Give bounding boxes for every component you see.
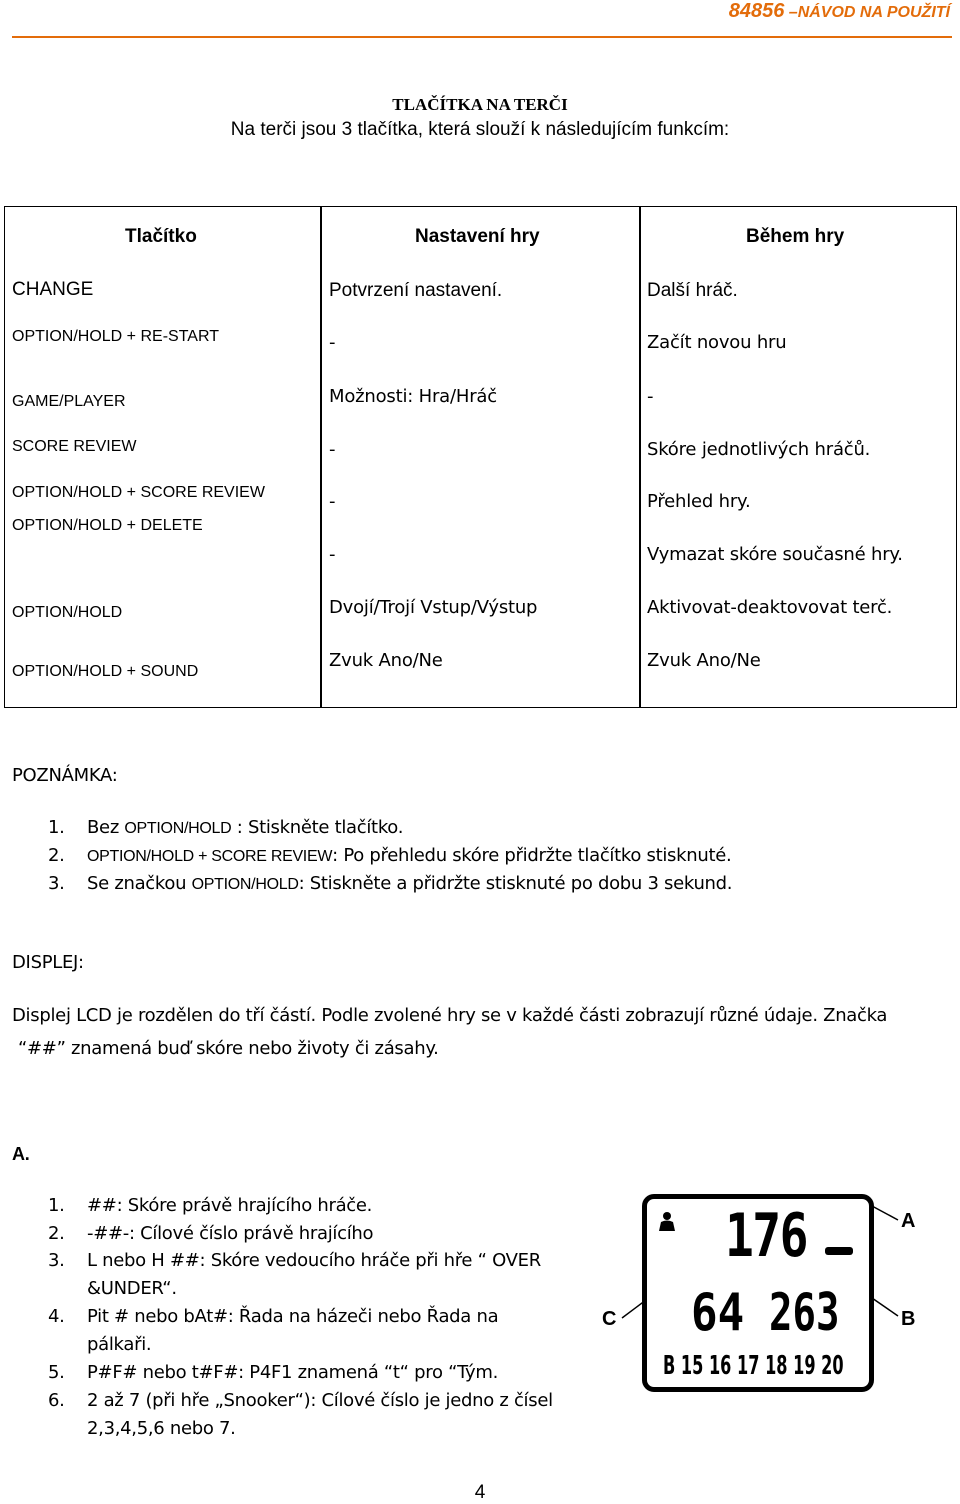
table-cell: GAME/PLAYER bbox=[12, 393, 126, 410]
header-divider bbox=[12, 36, 952, 38]
table-cell: OPTION/HOLD + SCORE REVIEW bbox=[12, 484, 265, 501]
table-header-during: Během hry bbox=[746, 226, 845, 247]
list-number: 4. bbox=[48, 1306, 65, 1327]
note-number: 3. bbox=[48, 873, 65, 894]
page-number: 4 bbox=[474, 1482, 486, 1503]
list-item: 2,3,4,5,6 nebo 7. bbox=[87, 1418, 236, 1439]
list-number: 6. bbox=[48, 1390, 65, 1411]
list-item: Pit # nebo bAt#: Řada na házeči nebo Řada na bbox=[87, 1306, 499, 1327]
note-number: 1. bbox=[48, 817, 65, 838]
list-item: -##-: Cílové číslo právě hrajícího bbox=[87, 1223, 374, 1244]
display-paragraph: “##” znamená buď skóre nebo životy či zásahy. bbox=[18, 1038, 439, 1059]
note-item bbox=[48, 845, 65, 866]
table-cell: Potvrzení nastavení. bbox=[329, 280, 503, 301]
note-item bbox=[48, 873, 65, 894]
person-icon bbox=[657, 1211, 677, 1233]
table-cell: Začít novou hru bbox=[647, 332, 787, 353]
doc-title: –NÁVOD NA POUŽITÍ bbox=[788, 4, 950, 21]
note-item-text: OPTION/HOLD + SCORE REVIEW: Po přehledu skóre přidržte tlačítko stisknuté. bbox=[87, 845, 732, 866]
list-item: P#F# nebo t#F#: P4F1 znamená “t“ pro “Tým. bbox=[87, 1362, 499, 1383]
table-cell: Vymazat skóre současné hry. bbox=[647, 544, 903, 565]
lcd-number: 17 bbox=[737, 1351, 760, 1381]
section-a-title: A. bbox=[12, 1144, 30, 1164]
table-header-button: Tlačítko bbox=[125, 226, 197, 247]
note-item-text: Bez OPTION/HOLD : Stiskněte tlačítko. bbox=[87, 817, 404, 838]
document-header bbox=[729, 0, 950, 23]
list-item: 2 až 7 (při hře „Snooker“): Cílové číslo je jedno z čísel bbox=[87, 1390, 553, 1411]
table-cell: - bbox=[329, 332, 336, 353]
table-cell: Přehled hry. bbox=[647, 491, 751, 512]
note-item bbox=[48, 817, 65, 838]
lcd-number: 19 bbox=[793, 1351, 816, 1381]
table-cell: Možnosti: Hra/Hráč bbox=[329, 386, 497, 407]
list-item: &UNDER“. bbox=[87, 1278, 177, 1299]
list-number: 1. bbox=[48, 1195, 65, 1216]
table-cell: Zvuk Ano/Ne bbox=[329, 650, 443, 671]
lcd-bottom-row bbox=[663, 1349, 844, 1383]
lcd-label-b: B bbox=[901, 1308, 916, 1330]
list-item: ##: Skóre právě hrajícího hráče. bbox=[87, 1195, 373, 1216]
section-title: TLAČÍTKA NA TERČI bbox=[392, 95, 568, 114]
lcd-label-c: C bbox=[602, 1308, 617, 1330]
table-cell: OPTION/HOLD bbox=[12, 604, 123, 621]
section-subtitle: Na terči jsou 3 tlačítka, která slouží k následujícím funkcím: bbox=[230, 119, 730, 140]
display-paragraph: Displej LCD je rozdělen do tří částí. Podle zvolené hry se v každé části zobrazují různé údaje. Značka bbox=[12, 1005, 888, 1026]
doc-number: 84856 bbox=[728, 0, 785, 22]
table-cell: Dvojí/Trojí Vstup/Výstup bbox=[329, 597, 538, 618]
list-number: 2. bbox=[48, 1223, 65, 1244]
table-cell: CHANGE bbox=[12, 279, 94, 300]
table-cell: Další hráč. bbox=[647, 280, 738, 301]
table-cell: Zvuk Ano/Ne bbox=[647, 650, 761, 671]
list-item: L nebo H ##: Skóre vedoucího hráče při hře “ OVER bbox=[87, 1250, 541, 1271]
table-cell: - bbox=[329, 439, 336, 460]
callout-line-a bbox=[872, 1206, 898, 1220]
table-cell: - bbox=[329, 544, 336, 565]
table-cell: SCORE REVIEW bbox=[12, 438, 137, 455]
lcd-mid-left: 64 bbox=[691, 1283, 745, 1343]
lcd-dash bbox=[825, 1247, 853, 1255]
table-cell: - bbox=[647, 386, 654, 407]
lcd-number: 15 bbox=[680, 1351, 704, 1381]
lcd-number: 18 bbox=[765, 1351, 788, 1381]
lcd-bottom-letter: B bbox=[663, 1351, 676, 1381]
table-column-divider bbox=[639, 206, 641, 708]
table-cell: Aktivovat-deaktovovat terč. bbox=[647, 597, 893, 618]
table-cell: - bbox=[329, 491, 336, 512]
list-number: 5. bbox=[48, 1362, 65, 1383]
note-item-text: Se značkou OPTION/HOLD: Stiskněte a přidržte stisknuté po dobu 3 sekund. bbox=[87, 873, 733, 894]
lcd-number: 16 bbox=[708, 1351, 732, 1381]
table-cell: OPTION/HOLD + SOUND bbox=[12, 663, 199, 680]
table-cell: OPTION/HOLD + DELETE bbox=[12, 517, 203, 534]
table-cell: Skóre jednotlivých hráčů. bbox=[647, 439, 871, 460]
lcd-label-a: A bbox=[901, 1210, 916, 1232]
note-title: POZNÁMKA: bbox=[12, 765, 118, 786]
list-number: 3. bbox=[48, 1250, 65, 1271]
table-cell: OPTION/HOLD + RE-START bbox=[12, 328, 219, 345]
display-title: DISPLEJ: bbox=[12, 952, 84, 973]
callout-line-b bbox=[872, 1298, 898, 1316]
table-column-divider bbox=[320, 206, 322, 708]
lcd-top-digits: 176 bbox=[725, 1201, 807, 1271]
lcd-display bbox=[642, 1194, 874, 1392]
lcd-number: 20 bbox=[821, 1351, 844, 1381]
table-header-setup: Nastavení hry bbox=[415, 226, 540, 247]
lcd-mid-right: 263 bbox=[769, 1283, 840, 1343]
list-item: pálkaři. bbox=[87, 1334, 152, 1355]
note-number: 2. bbox=[48, 845, 65, 866]
